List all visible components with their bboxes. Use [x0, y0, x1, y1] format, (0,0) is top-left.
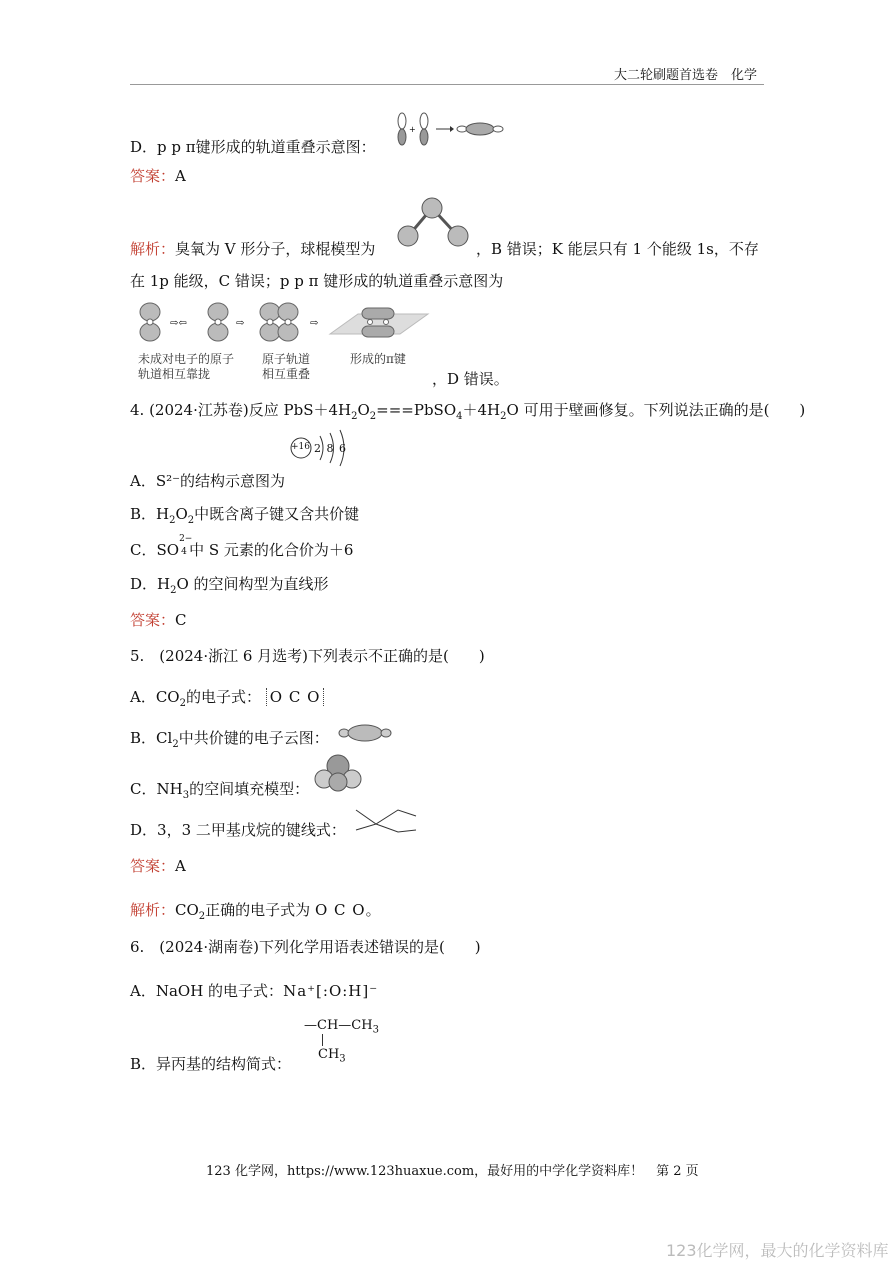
q4-option-c: C．SO 2− 4 中 S 元素的化合价为＋6	[130, 534, 354, 559]
q4-stem: 4. (2024·江苏卷)反应 $PbS+4H_2O_2===PbSO_4+4H_2O$ 可用于壁画修复。下列说法正确的是( )	[130, 401, 806, 422]
q5-option-c: C．$NH_3$的空间填充模型：	[130, 780, 310, 801]
header-divider	[130, 84, 764, 85]
pi-caption-1a: 未成对电子的原子	[138, 352, 235, 366]
svg-text:+: +	[409, 125, 416, 134]
q5-option-b: B．$Cl_2$中共价键的电子云图：	[130, 729, 329, 750]
co2-correct-electron-formula: O C O	[314, 901, 366, 919]
p-orbital-overlap-icon	[396, 112, 506, 146]
header-title: 大二轮刷题首选卷 化学	[614, 68, 758, 83]
q3-analysis-line2: 在 1p 能级，C 错误；p p π 键形成的轨道重叠示意图为	[130, 272, 504, 290]
shell-electrons: 2 8 6	[314, 442, 346, 455]
header-subject: 化学	[731, 68, 758, 83]
q4-option-a: A．S²⁻的结构示意图为	[130, 472, 286, 490]
nucleus-label: +16	[291, 442, 310, 452]
naoh-electron-formula: Na⁺[:O:H]⁻	[283, 982, 379, 1000]
sulfur-ion-structure-diagram	[290, 430, 354, 470]
q5-answer: 答案：A	[130, 857, 186, 875]
isopropyl-struct-top: $—CH—CH_3$	[304, 1018, 379, 1036]
q6-option-a: A．NaOH 的电子式：Na⁺[:O:H]⁻	[130, 982, 379, 1000]
q5-stem: 5. (2024·浙江 6 月选考)下列表示不正确的是( )	[130, 647, 485, 665]
q5-option-d: D．3，3 二甲基戊烷的键线式：	[130, 821, 346, 839]
svg-text:⇨⇦: ⇨⇦	[170, 318, 187, 329]
ozone-ball-stick-icon	[396, 196, 472, 248]
q6-stem: 6. (2024·湖南卷)下列化学用语表述错误的是( )	[130, 938, 481, 956]
skeletal-formula-icon	[354, 806, 418, 834]
q3-analysis-line1b: ，B 错误；K 能层只有 1 个能级 1s，不存	[476, 240, 759, 258]
q5-analysis: 解析：$CO_2$正确的电子式为 O C O。	[130, 901, 381, 922]
q6-option-b: B．异丙基的结构简式：	[130, 1055, 292, 1073]
q3-option-d: D．p p π键形成的轨道重叠示意图：	[130, 138, 376, 156]
pi-caption-3: 形成的π键	[350, 352, 406, 366]
co2-wrong-electron-formula: O C O	[266, 688, 325, 706]
pi-caption-2b: 相互重叠	[262, 367, 311, 381]
q4-answer: 答案：C	[130, 611, 187, 629]
q4-option-b: B．$H_2O_2$中既含离子键又含共价键	[130, 505, 360, 526]
cl2-electron-cloud-icon	[338, 722, 392, 744]
q3-analysis-end: ，D 错误。	[432, 370, 509, 388]
pi-caption-2a: 原子轨道	[262, 352, 311, 366]
q5-option-a: A．$CO_2$的电子式： O C O	[130, 686, 324, 709]
isopropyl-struct-bottom: $CH_3$	[318, 1047, 346, 1065]
isopropyl-bond-line	[322, 1034, 323, 1046]
page-footer: 123 化学网，https://www.123huaxue.com，最好用的中学化学资料库！ 第 2 页	[206, 1164, 699, 1179]
site-watermark: 123化学网，最大的化学资料库	[666, 1241, 889, 1260]
q3-answer: 答案：A	[130, 167, 186, 185]
svg-text:⇨: ⇨	[310, 318, 319, 329]
pi-bond-formation-diagram	[136, 302, 436, 346]
pi-caption-1b: 轨道相互靠拢	[138, 367, 211, 381]
q4-option-d: D．$H_2O$ 的空间构型为直线形	[130, 575, 329, 596]
svg-text:⇨: ⇨	[236, 318, 245, 329]
nh3-space-filling-icon	[314, 752, 362, 792]
q3-analysis-line1: 解析：臭氧为 V 形分子，球棍模型为	[130, 240, 376, 258]
